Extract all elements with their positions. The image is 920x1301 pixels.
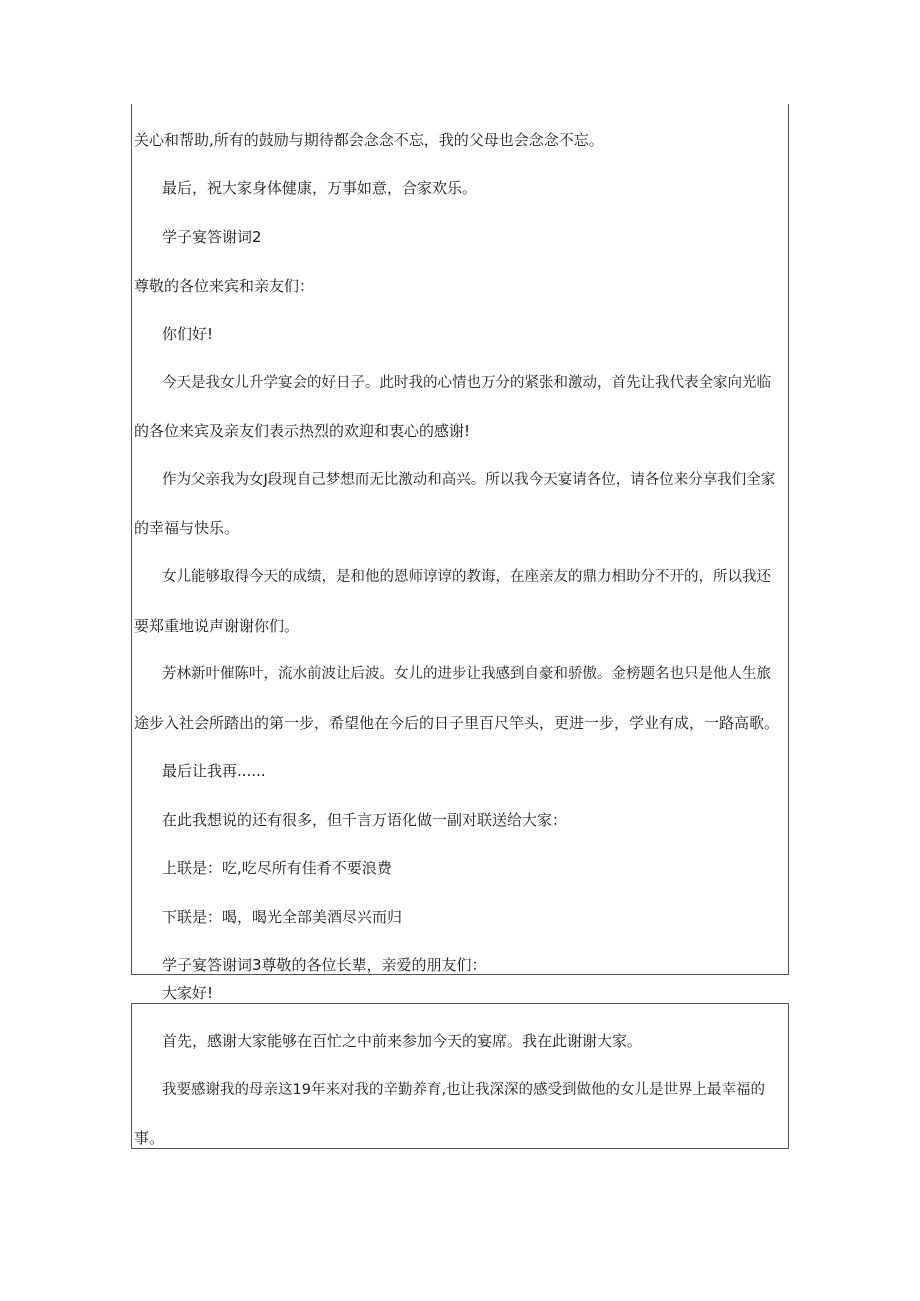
salutation: 尊敬的各位来宾和亲友们： — [134, 277, 315, 295]
text-line: 要郑重地说声谢谢你们。 — [134, 617, 300, 635]
text-line: 关心和帮助,所有的鼓励与期待都会念念不忘，我的父母也会念念不忘。 — [134, 131, 604, 149]
text-line: 首先，感谢大家能够在百忙之中前来参加今天的宴席。我在此谢谢大家。 — [162, 1032, 643, 1050]
text-line: 事。 — [134, 1129, 165, 1147]
text-line: 的幸福与快乐。 — [134, 519, 240, 537]
text-line: 最后，祝大家身体健康，万事如意，合家欢乐。 — [162, 179, 478, 197]
section-heading: 学子宴答谢词3尊敬的各位长辈，亲爱的朋友们： — [162, 956, 487, 974]
text-line: 的各位来宾及亲友们表示热烈的欢迎和衷心的感谢! — [134, 422, 471, 440]
couplet-upper: 上联是：吃,吃尽所有佳肴不要浪费 — [162, 859, 392, 877]
text-line: 芳林新叶催陈叶，流水前波让后波。女儿的进步让我感到自豪和骄傲。金榜题名也只是他人生旅 — [162, 666, 771, 682]
text-line: 女儿能够取得今天的成绩，是和他的恩师谆谆的教诲，在座亲友的鼎力相助分不开的，所以我还 — [162, 569, 771, 585]
text-line: 途步入社会所踏出的第一步，希望他在今后的日子里百尺竿头，更进一步，学业有成，一路高歌。 — [134, 714, 780, 732]
text-line: 最后让我再...... — [162, 762, 266, 780]
text-line: 作为父亲我为女J段现自己梦想而无比激动和高兴。所以我今天宴请各位，请各位来分享我们全家 — [162, 472, 776, 488]
text-line: 今天是我女儿升学宴会的好日子。此时我的心情也万分的紧张和激动，首先让我代表全家向光临 — [162, 375, 771, 391]
text-line: 在此我想说的还有很多，但千言万语化做一副对联送给大家： — [162, 811, 568, 829]
text-line: 我要感谢我的母亲这19年来对我的辛勤养育,也让我深深的感受到做他的女儿是世界上最幸福的 — [162, 1082, 766, 1098]
couplet-lower: 下联是：喝，喝光全部美酒尽兴而归 — [162, 908, 403, 926]
section-heading: 学子宴答谢词2 — [162, 228, 262, 246]
greeting: 你们好! — [162, 325, 214, 343]
greeting: 大家好! — [162, 984, 214, 1002]
page-frame-lower — [131, 1003, 789, 1149]
